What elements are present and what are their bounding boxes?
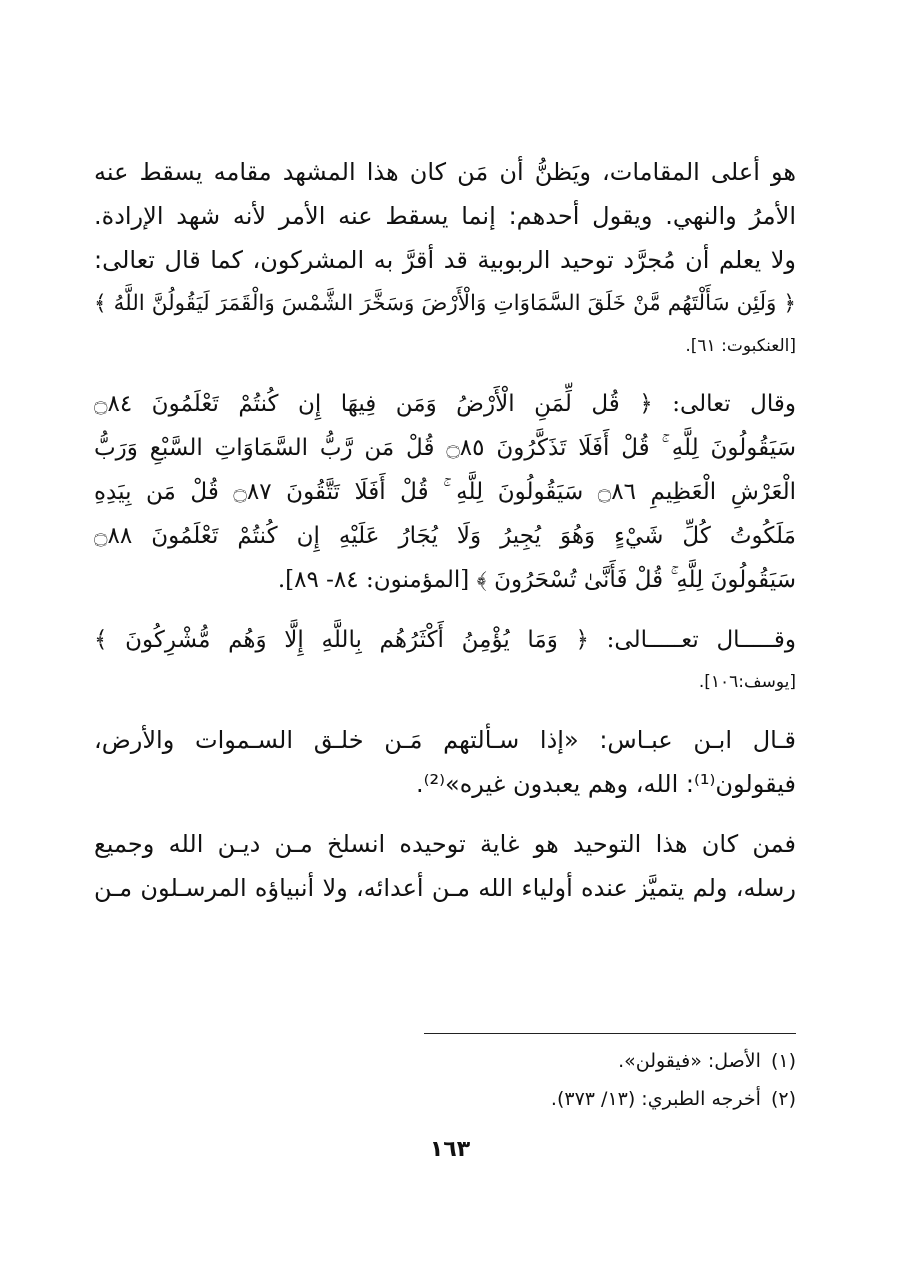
quran-verse-line: مَلَكُوتُ كُلِّ شَيْءٍ وَهُوَ يُجِيرُ وَلَا يُجَارُ عَلَيْهِ إِن كُنتُمْ تَعْلَمُونَ ۝٨٨: [94, 523, 796, 549]
footnote-number: (٢): [770, 1088, 796, 1110]
text-line: فيقولون⁽¹⁾: الله، وهم يعبدون غيره»⁽²⁾.: [415, 770, 796, 798]
quran-verse-line: ﴿ وَلَئِن سَأَلْتَهُم مَّنْ خَلَقَ السَّمَاوَاتِ وَالْأَرْضَ وَسَخَّرَ الشَّمْسَ وَالْقَمَرَ لَيَقُولُنَّ اللَّهُ ﴾: [94, 291, 796, 316]
text-line: رسله، ولم يتميَّز عنده أولياء الله مـن أعدائه، ولا أنبياؤه المرسـلون مـن: [94, 874, 796, 902]
quran-verse-line: وقال تعالى: ﴿ قُل لِّمَنِ الْأَرْضُ وَمَن فِيهَا إِن كُنتُمْ تَعْلَمُونَ ۝٨٤: [94, 391, 796, 417]
text-line: قـال ابـن عبـاس: «إذا سـألتهم مَـن خلـق السـموات والأرض،: [94, 726, 796, 754]
text-line: ولا يعلم أن مُجرَّد توحيد الربوبية قد أقرَّ به المشركون، كما قال تعالى:: [94, 246, 796, 274]
main-text: [94, 150, 796, 910]
footnote-item: [94, 1042, 796, 1080]
quran-verse-line: وقـــــال تعـــــالى: ﴿ وَمَا يُؤْمِنُ أَكْثَرُهُم بِاللَّهِ إِلَّا وَهُم مُّشْرِكُونَ ﴾: [94, 627, 796, 653]
footnote-divider: [424, 1033, 796, 1034]
verse-reference: [العنكبوت: ٦١].: [685, 336, 796, 356]
verse-reference: [يوسف:١٠٦].: [698, 672, 796, 692]
text-line: الأمرُ والنهي. ويقول أحدهم: إنما يسقط عنه الأمر لأنه شهد الإرادة.: [94, 202, 796, 230]
page-number: ١٦٣: [429, 1137, 471, 1162]
footnotes: [94, 1042, 796, 1118]
quran-verse-line: سَيَقُولُونَ لِلَّهِ ۚ قُلْ فَأَنَّىٰ تُسْحَرُونَ ﴾ [المؤمنون: ٨٤- ٨٩].: [277, 567, 796, 593]
footnote-text: الأصل: «فيقولن».: [618, 1050, 761, 1072]
text-line: هو أعلى المقامات، ويَظنُّ أن مَن كان هذا المشهد مقامه يسقط عنه: [94, 158, 796, 186]
quran-verse-line: سَيَقُولُونَ لِلَّهِ ۚ قُلْ أَفَلَا تَذَكَّرُونَ ۝٨٥ قُلْ مَن رَّبُّ السَّمَاوَاتِ السَّبْعِ وَرَبُّ: [94, 435, 796, 461]
footnote-number: (١): [770, 1050, 796, 1072]
text-line: فمن كان هذا التوحيد هو غاية توحيده انسلخ مـن ديـن الله وجميع: [94, 830, 796, 858]
footnote-item: [94, 1080, 796, 1118]
footnote-text: أخرجه الطبري: (١٣/ ٣٧٣).: [550, 1088, 761, 1110]
quran-verse-line: الْعَرْشِ الْعَظِيمِ ۝٨٦ سَيَقُولُونَ لِلَّهِ ۚ قُلْ أَفَلَا تَتَّقُونَ ۝٨٧ قُلْ مَن بِيَدِهِ: [94, 479, 796, 505]
